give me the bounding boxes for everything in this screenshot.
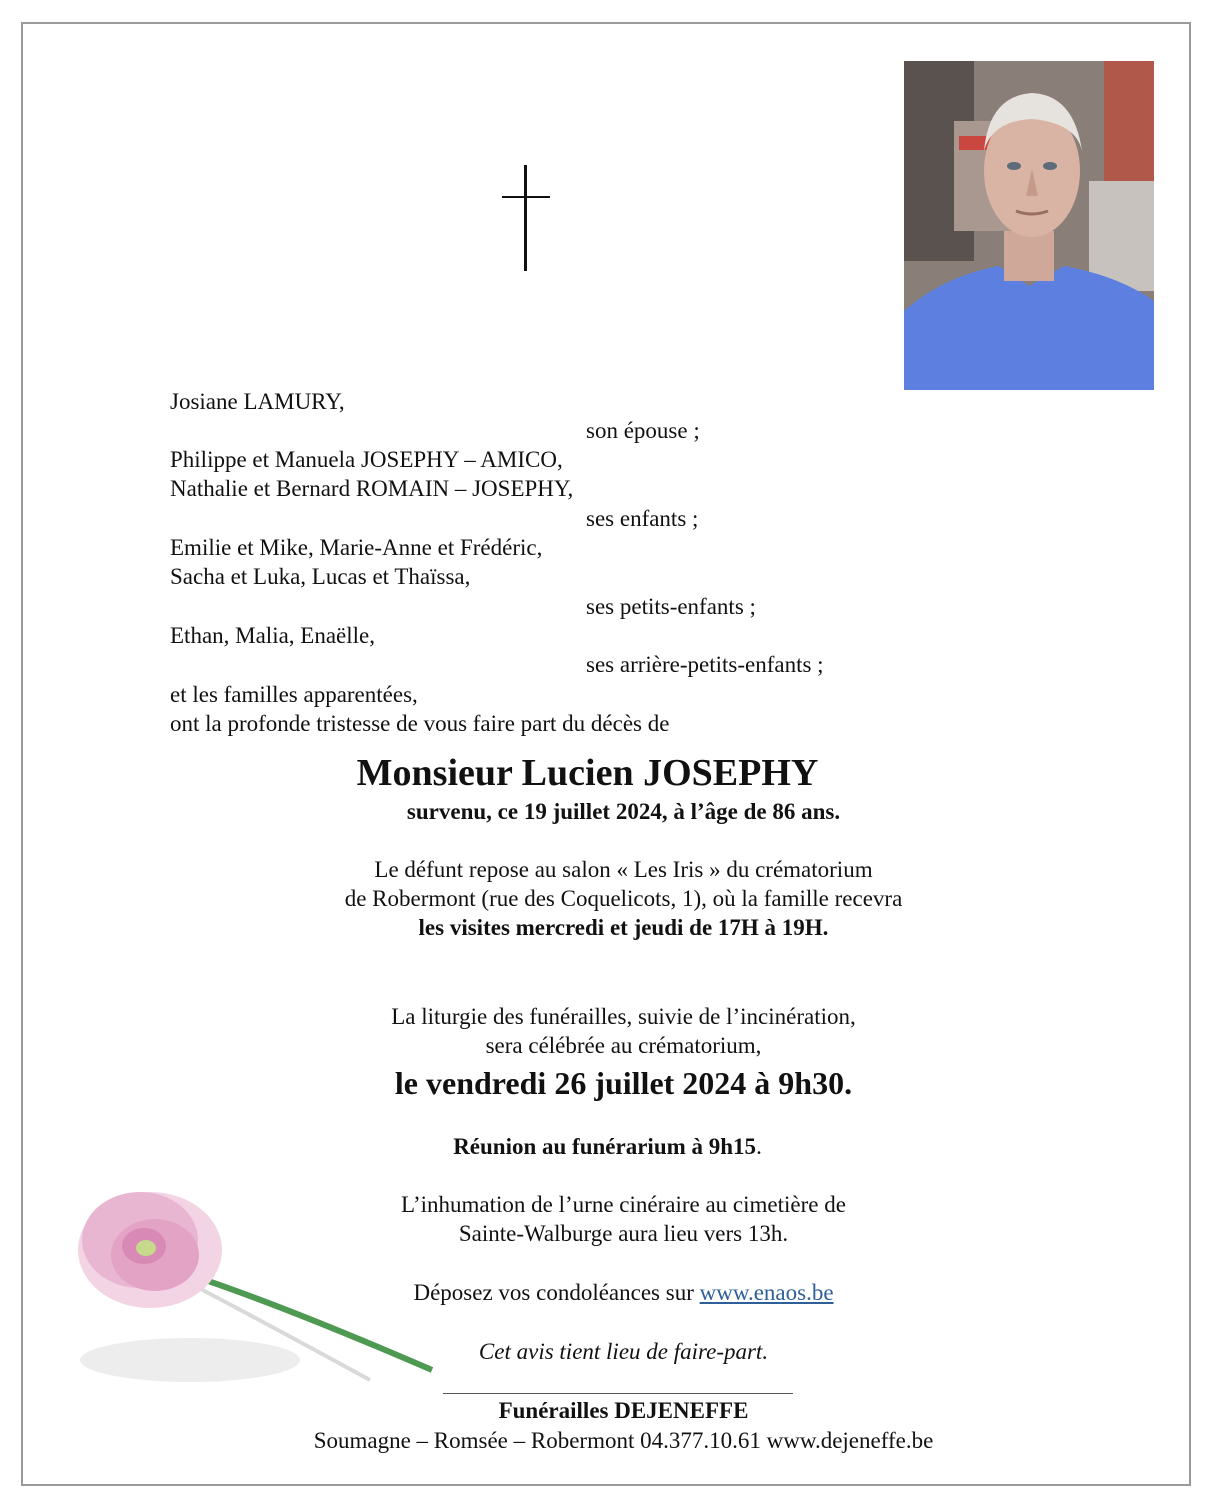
meeting-text: Réunion au funérarium à 9h15 (453, 1134, 757, 1159)
ceremony-date: le vendredi 26 juillet 2024 à 9h30. (394, 1065, 853, 1101)
condolences-link[interactable]: www.enaos.be (699, 1280, 834, 1305)
great-grandchildren-role: ses arrière-petits-enfants ; (586, 652, 824, 677)
funeral-company: Funérailles DEJENEFFE (498, 1398, 749, 1423)
child-line: Philippe et Manuela JOSEPHY – AMICO, (170, 447, 563, 472)
announcement: ont la profonde tristesse de vous faire part du décès de (170, 711, 670, 736)
burial-line: Sainte-Walburge aura lieu vers 13h. (458, 1221, 789, 1246)
grandchildren-role: ses petits-enfants ; (586, 594, 756, 619)
ceremony-line: sera célébrée au crématorium, (485, 1033, 762, 1058)
grandchild-line: Sacha et Luka, Lucas et Thaïssa, (170, 564, 471, 589)
great-grandchildren: Ethan, Malia, Enaëlle, (170, 623, 376, 648)
separator-line (443, 1393, 793, 1394)
meeting-period: . (756, 1134, 762, 1159)
funeral-company-details: Soumagne – Romsée – Robermont 04.377.10.61 www.dejeneffe.be (313, 1428, 934, 1453)
visit-line: de Robermont (rue des Coquelicots, 1), où la famille recevra (344, 886, 903, 911)
notice-text: Cet avis tient lieu de faire-part. (478, 1339, 769, 1364)
burial-line: L’inhumation de l’urne cinéraire au cimetière de (401, 1192, 846, 1217)
visit-hours: les visites mercredi et jeudi de 17H à 19H. (418, 915, 829, 940)
condolences-text: Déposez vos condoléances sur (413, 1280, 700, 1305)
deceased-name: Monsieur Lucien JOSEPHY (356, 752, 819, 794)
related-families: et les familles apparentées, (170, 682, 418, 707)
spouse-role: son épouse ; (586, 418, 700, 443)
cross-icon (502, 165, 550, 271)
flower-image (70, 1150, 450, 1410)
children-role: ses enfants ; (586, 506, 699, 531)
portrait-photo (904, 61, 1154, 390)
child-line: Nathalie et Bernard ROMAIN – JOSEPHY, (170, 476, 574, 501)
death-date: survenu, ce 19 juillet 2024, à l’âge de 86 ans. (406, 799, 841, 824)
spouse-name: Josiane LAMURY, (170, 389, 345, 414)
grandchild-line: Emilie et Mike, Marie-Anne et Frédéric, (170, 535, 543, 560)
visit-line: Le défunt repose au salon « Les Iris » du crématorium (374, 857, 873, 882)
ceremony-line: La liturgie des funérailles, suivie de l’incinération, (391, 1004, 856, 1029)
